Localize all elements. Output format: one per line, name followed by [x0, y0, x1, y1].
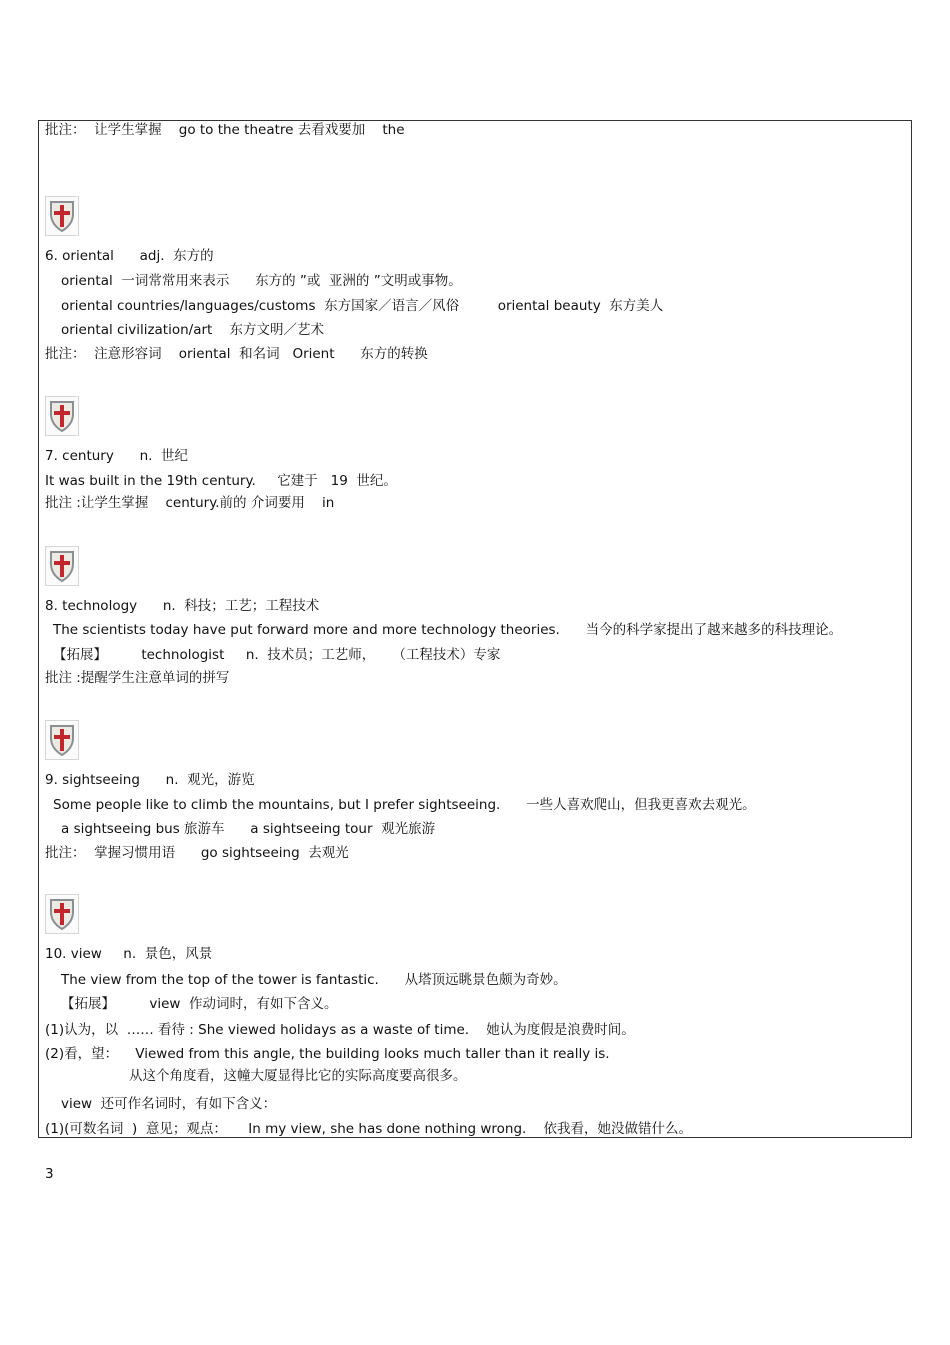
entry-text: (1)认为，以 …… 看待 : She viewed holidays as a waste of time. 她认为度假是浪费时间。 [45, 1022, 635, 1038]
entry-text: (1)(可数名词 ) 意见；观点： In my view, she has done nothing wrong. 依我看，她没做错什么。 [45, 1121, 692, 1137]
entry-text: Some people like to climb the mountains, but I prefer sightseeing. 一些人喜欢爬山，但我更喜欢去观光。 [53, 797, 756, 813]
entry-text: oriental civilization/art 东方文明／艺术 [61, 322, 324, 338]
entry-heading: 6. oriental adj. 东方的 [45, 248, 214, 264]
entry-heading: 9. sightseeing n. 观光，游览 [45, 772, 255, 788]
note-line: 批注 :让学生掌握 century.前的 介词要用 in [45, 495, 335, 511]
shield-cross-icon [45, 196, 79, 236]
entry-text: oriental 一词常常用来表示 东方的 ”或 亚洲的 ”文明或事物。 [61, 273, 462, 289]
note-line: 批注： 掌握习惯用语 go sightseeing 去观光 [45, 845, 349, 861]
shield-cross-icon [45, 894, 79, 934]
entry-text: view 还可作名词时，有如下含义： [61, 1096, 277, 1112]
note-line: 批注： 让学生掌握 go to the theatre 去看戏要加 the [45, 122, 405, 138]
entry-text: oriental countries/languages/customs 东方国家／语言／风俗 oriental beauty 东方美人 [61, 298, 664, 314]
shield-cross-icon [45, 546, 79, 586]
shield-cross-icon [45, 720, 79, 760]
entry-text: It was built in the 19th century. 它建于 19 世纪。 [45, 473, 397, 489]
entry-text: The scientists today have put forward more and more technology theories. 当今的科学家提出了越来越多的科技理论。 [53, 622, 843, 638]
entry-text: a sightseeing bus 旅游车 a sightseeing tour 观光旅游 [61, 821, 436, 837]
entry-text: The view from the top of the tower is fantastic. 从塔顶远眺景色颇为奇妙。 [61, 972, 567, 988]
entry-text: 【拓展】 technologist n. 技术员；工艺师， （工程技术）专家 [53, 647, 501, 663]
page-number: 3 [45, 1166, 54, 1182]
entry-heading: 10. view n. 景色，风景 [45, 946, 213, 962]
entry-text: 【拓展】 view 作动词时，有如下含义。 [61, 996, 338, 1012]
shield-cross-icon [45, 396, 79, 436]
entry-heading: 8. technology n. 科技；工艺；工程技术 [45, 598, 320, 614]
note-line: 批注 :提醒学生注意单词的拼写 [45, 670, 230, 686]
entry-heading: 7. century n. 世纪 [45, 448, 189, 464]
entry-text: 从这个角度看，这幢大厦显得比它的实际高度要高很多。 [129, 1068, 467, 1084]
entry-text: (2)看，望： Viewed from this angle, the building looks much taller than it really is. [45, 1046, 610, 1062]
note-line: 批注： 注意形容词 oriental 和名词 Orient 东方的转换 [45, 346, 428, 362]
